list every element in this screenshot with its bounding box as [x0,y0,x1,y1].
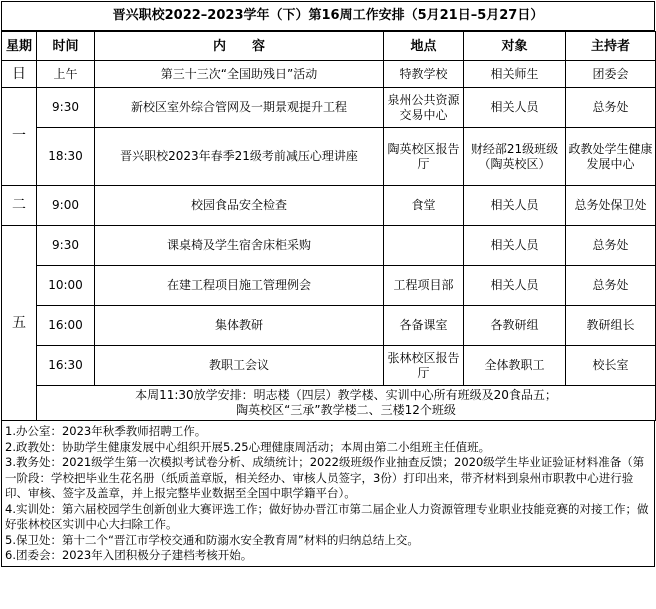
target-cell: 相关人员 [464,186,566,226]
department-notes [1,421,655,567]
day-cell: 日 [2,61,37,88]
place-cell: 食堂 [384,186,464,226]
header-place: 地点 [384,32,464,61]
table-row [2,266,656,306]
table-header-row [2,32,656,61]
target-cell: 相关师生 [464,61,566,88]
place-cell: 泉州公共资源交易中心 [384,88,464,128]
target-cell: 各教研组 [464,306,566,346]
dismissal-row [2,386,656,421]
host-cell: 政教处学生健康发展中心 [566,128,656,186]
time-cell: 9:30 [37,226,95,266]
place-cell: 张林校区报告厅 [384,346,464,386]
target-cell: 全体教职工 [464,346,566,386]
note-item: 2.政教处：协助学生健康发展中心组织开展5.25心理健康周活动；本周由第二小组班主任值班。 [5,439,491,454]
time-cell: 16:00 [37,306,95,346]
header-day: 星期 [2,32,37,61]
host-cell: 教研组长 [566,306,656,346]
content-cell: 校园食品安全检查 [95,186,384,226]
dismissal-line-1: 本周11:30放学安排：明志楼（四层）教学楼、实训中心所有班级及20食品五； [135,388,557,402]
time-cell: 9:00 [37,186,95,226]
note-item: 3.教务处：2021级学生第一次模拟考试卷分析、成绩统计；2022级班级作业抽查反馈；2020级学生毕业证验证材料准备（第一阶段：学校把毕业生花名册（纸质盖章版，相关经办、审核人员签字，3份）打印出来，带齐材料到泉州市职教中心进行验印、审核、签字及盖章，并上报完整毕业数据至全国中职学籍平台）。 [5,455,645,500]
schedule-document [1,1,655,607]
content-cell: 晋兴职校2023年春季21级考前减压心理讲座 [95,128,384,186]
target-cell: 相关人员 [464,266,566,306]
header-target: 对象 [464,32,566,61]
content-cell: 新校区室外综合管网及一期景观提升工程 [95,88,384,128]
note-item: 1.办公室：2023年秋季教师招聘工作。 [5,424,207,438]
table-row [2,88,656,128]
day-cell: 二 [2,186,37,226]
dismissal-note [37,386,656,421]
time-cell: 9:30 [37,88,95,128]
content-cell: 第三十三次“全国助残日”活动 [95,61,384,88]
page-title: 晋兴职校2022–2023学年（下）第16周工作安排（5月21日–5月27日） [1,1,655,31]
day-cell: 五 [2,226,37,421]
note-item: 5.保卫处：第十二个“晋江市学校交通和防溺水安全教育周”材料的归纳总结上交。 [5,532,419,547]
table-row [2,61,656,88]
host-cell: 总务处 [566,226,656,266]
target-cell: 财经部21级班级（陶英校区） [464,128,566,186]
table-row [2,346,656,386]
table-row [2,226,656,266]
schedule-table [1,31,656,421]
time-cell: 16:30 [37,346,95,386]
content-cell: 课桌椅及学生宿舍床柜采购 [95,226,384,266]
table-row [2,186,656,226]
header-host: 主持者 [566,32,656,61]
table-row [2,128,656,186]
content-cell: 教职工会议 [95,346,384,386]
place-cell: 特教学校 [384,61,464,88]
place-cell [384,226,464,266]
host-cell: 总务处保卫处 [566,186,656,226]
place-cell: 陶英校区报告厅 [384,128,464,186]
time-cell: 上午 [37,61,95,88]
host-cell: 校长室 [566,346,656,386]
note-item: 4.实训处：第六届校园学生创新创业大赛评选工作；做好协办晋江市第二届企业人力资源管理专业职业技能竞赛的对接工作；做好张林校区实训中心大扫除工作。 [5,501,649,531]
table-row [2,306,656,346]
time-cell: 10:00 [37,266,95,306]
place-cell: 各备课室 [384,306,464,346]
time-cell: 18:30 [37,128,95,186]
place-cell: 工程项目部 [384,266,464,306]
host-cell: 团委会 [566,61,656,88]
target-cell: 相关人员 [464,88,566,128]
header-content: 内 容 [95,32,384,61]
day-cell: 一 [2,88,37,186]
host-cell: 总务处 [566,88,656,128]
target-cell: 相关人员 [464,226,566,266]
note-item: 6.团委会：2023年入团积极分子建档考核开始。 [5,548,253,562]
host-cell: 总务处 [566,266,656,306]
dismissal-line-2: 陶英校区“三承”教学楼二、三楼12个班级 [236,403,456,417]
header-time: 时间 [37,32,95,61]
content-cell: 在建工程项目施工管理例会 [95,266,384,306]
content-cell: 集体教研 [95,306,384,346]
